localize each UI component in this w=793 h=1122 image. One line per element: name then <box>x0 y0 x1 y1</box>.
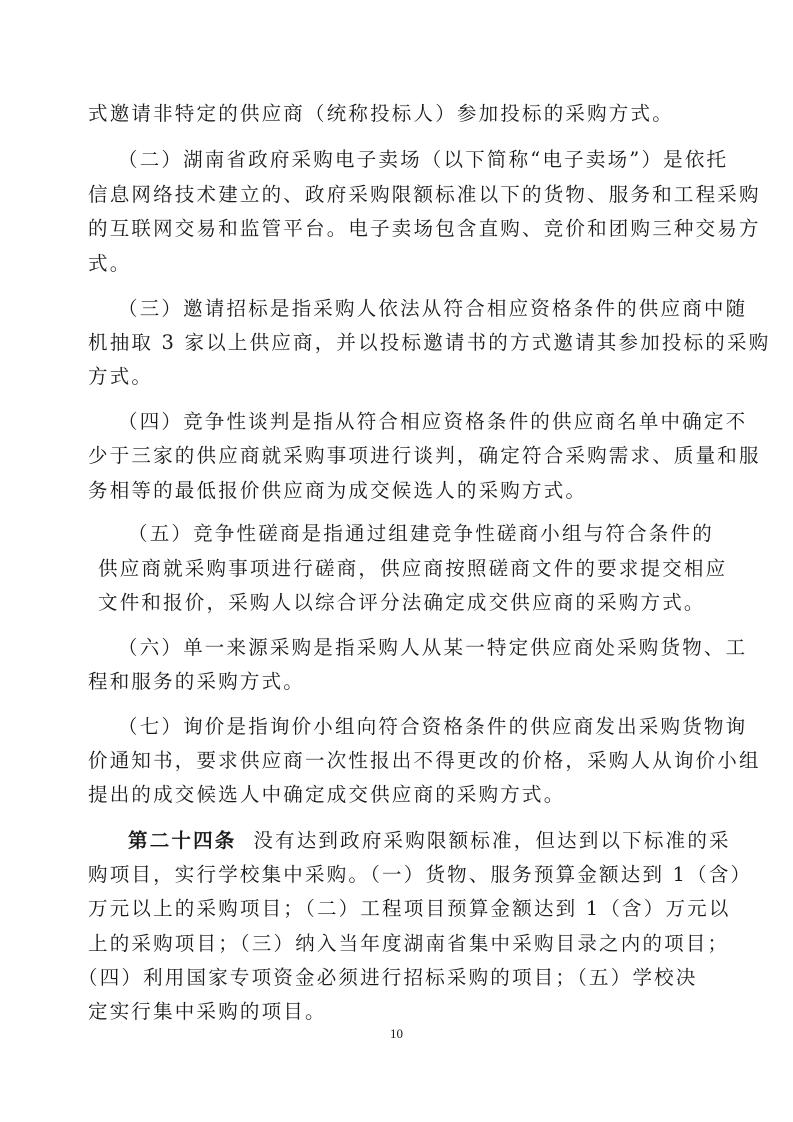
article-line: 上的采购项目；（三）纳入当年度湖南省集中采购目录之内的项目； <box>88 932 730 955</box>
article-line: 购项目，实行学校集中采购。（一）货物、服务预算金额达到 1（含） <box>88 863 753 886</box>
article-label: 第二十四条 <box>128 829 237 852</box>
text-line: 信息网络技术建立的、政府采购限额标准以下的货物、服务和工程采购 <box>88 183 761 206</box>
article-heading-line <box>128 826 731 856</box>
text-line: 提出的成交候选人中确定成交供应商的采购方式。 <box>88 783 566 806</box>
text-line: 务相等的最低报价供应商为成交候选人的采购方式。 <box>88 479 588 502</box>
text-line: （七）询价是指询价小组向符合资格条件的供应商发出采购货物询 <box>118 715 748 738</box>
page-number: 10 <box>390 1026 403 1041</box>
text-line: 价通知书，要求供应商一次性报出不得更改的价格，采购人从询价小组 <box>88 749 761 772</box>
text-line: （四）竞争性谈判是指从符合相应资格条件的供应商名单中确定不 <box>118 410 748 433</box>
text-line: （二）湖南省政府采购电子卖场（以下简称“电子卖场”）是依托 <box>118 148 729 171</box>
article-line: 万元以上的采购项目；（二）工程项目预算金额达到 1（含）万元以 <box>88 897 731 920</box>
article-line: （四）利用国家专项资金必须进行招标采购的项目；（五）学校决 <box>78 966 698 989</box>
text-line: 式邀请非特定的供应商（统称投标人）参加投标的采购方式。 <box>88 102 674 125</box>
text-line: 式。 <box>88 252 132 275</box>
text-line: （五）竞争性磋商是指通过组建竞争性磋商小组与符合条件的 <box>128 522 714 545</box>
text-line: 方式。 <box>88 365 154 388</box>
text-line: 供应商就采购事项进行磋商，供应商按照磋商文件的要求提交相应 <box>98 557 728 580</box>
article-first-line: 没有达到政府采购限额标准，但达到以下标准的采 <box>253 829 731 852</box>
text-line: （六）单一来源采购是指采购人从某一特定供应商处采购货物、工 <box>118 636 748 659</box>
article-line: 定实行集中采购的项目。 <box>88 1000 327 1023</box>
text-line: 机抽取 3 家以上供应商，并以投标邀请书的方式邀请其参加投标的采购 <box>88 331 771 354</box>
text-line: 少于三家的供应商就采购事项进行谈判，确定符合采购需求、质量和服 <box>88 444 761 467</box>
text-line: 文件和报价，采购人以综合评分法确定成交供应商的采购方式。 <box>98 591 706 614</box>
text-line: 程和服务的采购方式。 <box>88 670 306 693</box>
text-line: 的互联网交易和监管平台。电子卖场包含直购、竞价和团购三种交易方 <box>88 217 761 240</box>
text-line: （三）邀请招标是指采购人依法从符合相应资格条件的供应商中随 <box>118 297 748 320</box>
